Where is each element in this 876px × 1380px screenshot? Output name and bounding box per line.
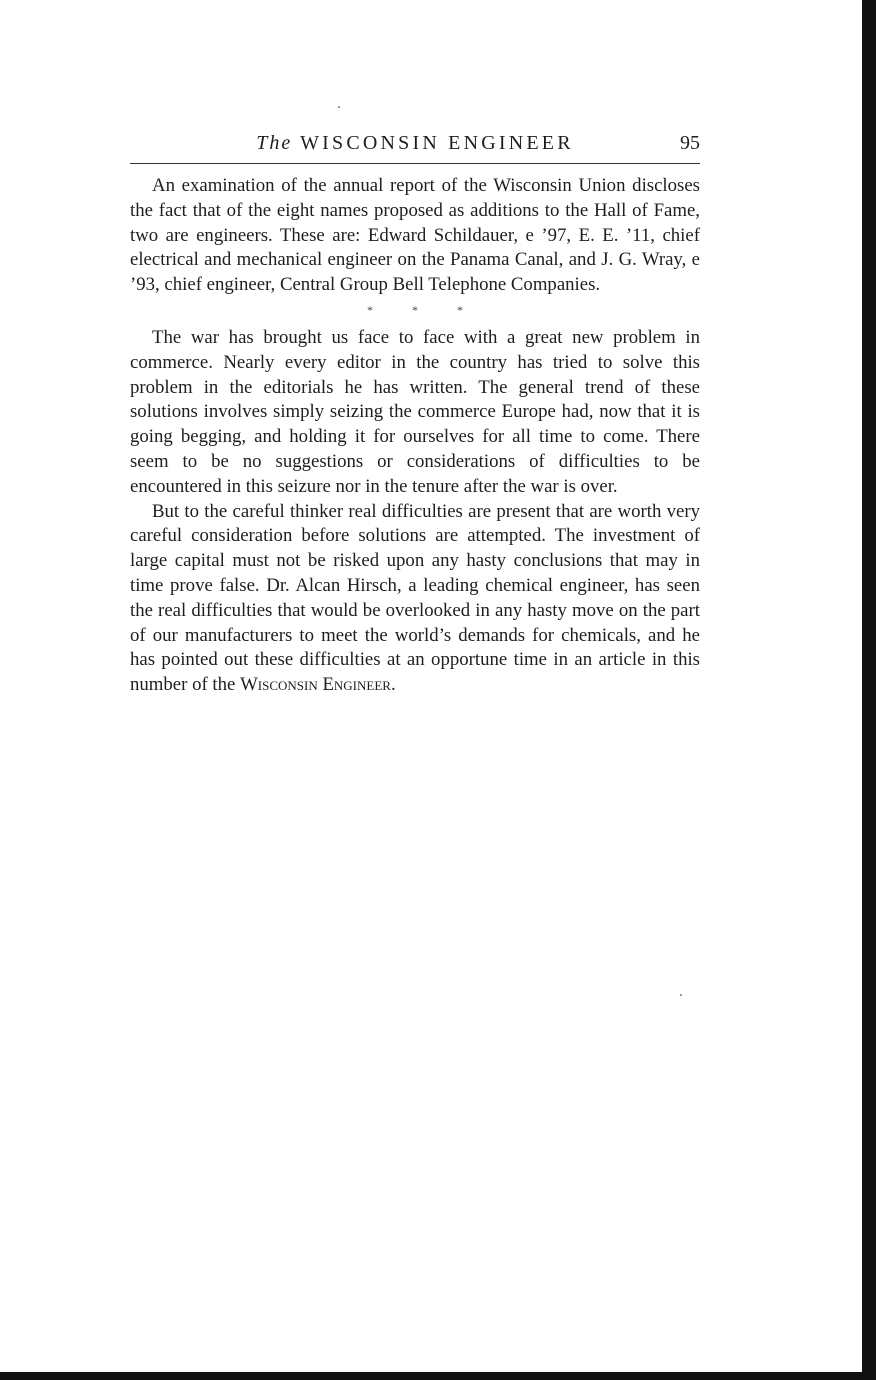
paragraph-end-period: .	[390, 674, 396, 696]
journal-title-name: WISCONSIN ENGINEER	[300, 132, 574, 154]
header-rule	[130, 163, 700, 164]
paragraph-careful-thinker-text: But to the careful thinker real difficulties are present that are worth very careful consideration before solutions are attempted. The investment of large capital must not be risked upon any hasty conclusions that may in time prove false. Dr. Alcan Hirsch, a leading chemical engineer, has seen the real difficulties that would be overlooked in any hasty move on the part of our manufacturers to meet the world’s demands for chemicals, and he has pointed out these difficulties at an opportune time in an article in this number of the	[130, 500, 700, 696]
journal-title	[130, 128, 700, 158]
journal-title-article: The	[256, 132, 293, 154]
article-body	[130, 174, 700, 698]
running-header	[130, 128, 700, 162]
paragraph-careful-thinker	[130, 500, 700, 698]
scan-border-right	[862, 0, 876, 1380]
section-separator: * * *	[367, 302, 481, 317]
scan-speck	[338, 106, 340, 108]
paragraph-war-commerce: The war has brought us face to face with a great new problem in commerce. Nearly every editor in the country has tried to solve this problem in the editorials he has written. The general trend of these solutions involves simply seizing the commerce Europe had, now that it is going begging, and holding it for ourselves for all time to come. There seem to be no suggestions or considerations of difficulties to be encountered in this seizure nor in the tenure after the war is over.	[130, 326, 700, 497]
paragraph-hall-of-fame: An examination of the annual report of the Wisconsin Union discloses the fact that of the eight names proposed as additions to the Hall of Fame, two are engineers. These are: Edward Schildauer, e ’97, E. E. ’11, chief electrical and mechanical engineer on the Panama Canal, and J. G. Wray, e ’93, chief engineer, Central Group Bell Telephone Companies.	[130, 175, 700, 296]
journal-name-reference: Wisconsin Engineer	[240, 674, 391, 696]
scan-border-bottom	[0, 1372, 876, 1380]
scan-speck	[680, 994, 682, 996]
page-number: 95	[680, 132, 700, 154]
